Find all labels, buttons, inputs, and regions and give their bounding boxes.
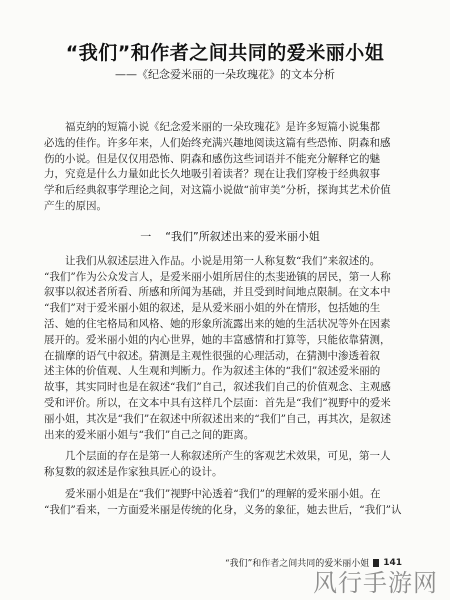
site-watermark: 风行手游网 [313,569,438,597]
text-line: 让我们从叙述层进入作品。小说是用第一人称复数“我们”来叙述的。 [65,254,381,267]
text-line: 展开的。爱米丽小姐的内心世界，她的丰富感情和打算等，只能依靠猜测， [44,333,391,346]
article-title: “我们”和作者之间共同的爱米丽小姐 [65,42,385,64]
text-line: “我们”看来，一方面爱米丽是传统的化身，义务的象征，她去世后，“我们”认 [44,503,402,516]
text-line: 述主体的价值观、人生观和判断力。作为叙述主体的“我们”叙述爱米丽的 [44,365,381,378]
text-line: 必选的佳作。许多年来，人们始终充满兴趣地阅读这篇有些恐怖、阴森和感 [44,136,391,149]
section-paragraph-1 [44,254,416,444]
text-line: 叙事以叙述者所看、所感和所闻为基础，并且受到时间地点限制。在文本中 [44,286,391,299]
text-line: 福克纳的短篇小说《纪念爱米丽的一朵玫瑰花》是许多短篇小说集都 [65,121,380,133]
article-body [44,120,416,519]
section-paragraph-2 [44,449,416,481]
intro-paragraph [44,120,416,215]
text-line: 在揣摩的语气中叙述。猜测是主观性很强的心理活动，在猜测中渗透着叙 [44,349,380,362]
section-heading-text: “我们”所叙述出来的爱米丽小姐 [165,229,320,243]
text-line: 几个层面的存在是第一人称叙述所产生的客观艺术效果，可见，第一人 [65,450,391,463]
text-line: 活、她的住宅格局和风格、她的形象所流露出来的她的生活状况等外在因素 [44,317,391,330]
section-paragraph-3 [44,487,416,519]
section-heading [44,229,416,245]
section-number: 一 [140,229,152,243]
running-title: “我们”和作者之间共同的爱米丽小姐 [225,559,370,569]
text-line: 故事，其实同时也是在叙述“我们”自己，叙述我们自己的价值观念、主观感 [44,381,391,394]
text-line: 称复数的叙述是作家独具匠心的设计。 [44,466,223,479]
text-line: 受和评价。所以，在文本中具有这样几个层面：首先是“我们”视野中的爱米 [44,396,391,409]
text-line: 丽小姐，其次是“我们”在叙述中所叙述出来的“我们”自己，再其次，是叙述 [44,412,391,425]
page-number: 141 [383,557,402,568]
text-line: 爱米丽小姐是在“我们”视野中沁透着“我们”的理解的爱米丽小姐。在 [65,487,381,500]
text-line: “我们”作为公众发言人，是爱米丽小姐所居住的杰斐逊镇的居民，第一人称 [44,270,391,283]
text-line: 学和后经典叙事学理论之间，对这篇小说做“前审美”分析，探询其艺术价值 [44,184,391,197]
text-line: 出来的爱米丽小姐与“我们”自己之间的距离。 [44,428,255,441]
text-line: 力，究竟是什么力量如此长久地吸引着读者？现在让我们穿梭于经典叙事 [44,168,380,181]
text-line: 产生的原因。 [44,199,107,212]
text-line: 伤的小说。但是仅仅用恐怖、阴森和感伤这些词语并不能充分解释它的魅 [44,152,380,165]
text-line: “我们”对于爱米丽小姐的叙述，是从爱米丽小姐的外在情形，包括她的生 [44,302,381,315]
article-subtitle: ——《纪念爱米丽的一朵玫瑰花》的文本分析 [115,68,335,81]
